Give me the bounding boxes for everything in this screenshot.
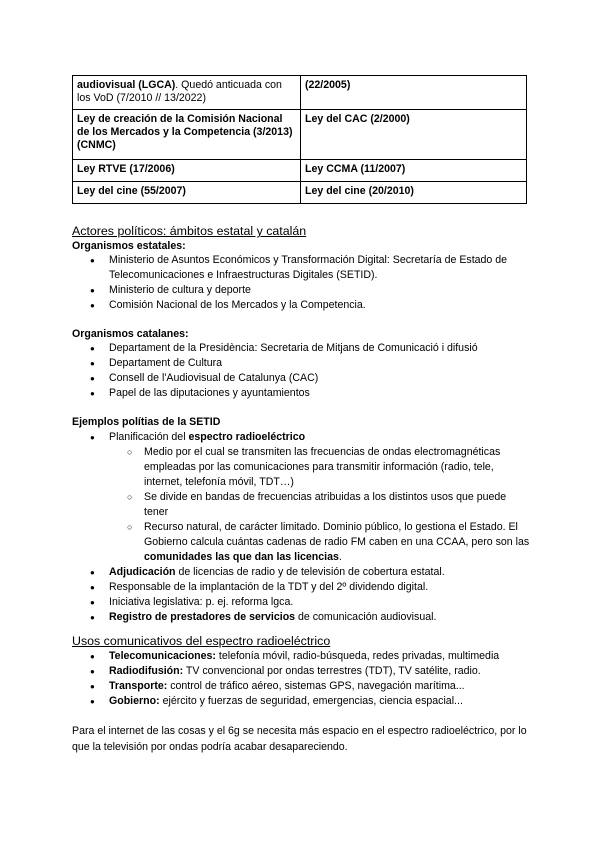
- section-title-actores: Actores políticos: ámbitos estatal y catalán: [72, 224, 307, 238]
- table-cell: Ley CCMA (11/2007): [301, 160, 527, 182]
- closing-paragraph: Para el internet de las cosas y el 6g se necesita más espacio en el espectro radioeléctrico, por lo que la televisión por ondas podría acabar desapareciendo.: [72, 725, 527, 753]
- list-catalanes: [72, 341, 532, 401]
- list-item: ● Registro de prestadores de servicios de comunicación audiovisual.: [72, 610, 532, 625]
- table-cell: Ley del cine (20/2010): [301, 182, 527, 204]
- list-item: ● Adjudicación de licencias de radio y de televisión de cobertura estatal.: [72, 565, 532, 580]
- table-cell: Ley de creación de la Comisión Nacional de los Mercados y la Competencia (3/2013) (CNMC): [73, 110, 301, 160]
- sublist-item: ○ Recurso natural, de carácter limitado. Dominio público, lo gestiona el Estado. El Gobierno calcula cuántas cadenas de radio FM caben en una CCAA, pero son las comunidades las que dan las licencias.: [109, 520, 532, 565]
- list-usos: [72, 649, 532, 709]
- laws-table: [72, 75, 527, 204]
- sublist-item: ○ Se divide en bandas de frecuencias atribuidas a los distintos usos que puede tener: [109, 490, 532, 520]
- table-cell: audiovisual (LGCA). Quedó anticuada con los VoD (7/2010 // 13/2022): [73, 76, 301, 110]
- list-item: ● Planificación del espectro radioeléctrico ○ Medio por el cual se transmiten las frecuencias de ondas electromagnéticas empleadas por las comunicaciones para transmitir información (radio, tele, internet, telefonía móvil, TDT…) ○ Se divide en bandas de frecuencias atribuidas a los distintos usos que puede tener ○ Recurso natural, de carácter limitado. Dominio público, lo gestiona el Estado. El Gobierno calcula cuántas cadenas de radio FM caben en una CCAA, pero son las comunidades las que dan las licencias.: [72, 430, 532, 565]
- table-cell: Ley del CAC (2/2000): [301, 110, 527, 160]
- list-item: ● Ministerio de cultura y deporte: [72, 283, 532, 298]
- list-item: ● Ministerio de Asuntos Económicos y Transformación Digital: Secretaría de Estado de Telecomunicaciones e Infraestructuras Digitales (SETID).: [72, 253, 532, 283]
- list-item: ● Comisión Nacional de los Mercados y la Competencia.: [72, 298, 532, 313]
- sublist-item: ○ Medio por el cual se transmiten las frecuencias de ondas electromagnéticas empleadas por las comunicaciones para transmitir información (radio, tele, internet, telefonía móvil, TDT…): [109, 445, 532, 490]
- table-cell: Ley RTVE (17/2006): [73, 160, 301, 182]
- list-item: ● Papel de las diputaciones y ayuntamientos: [72, 386, 532, 401]
- list-item: ● Telecomunicaciones: telefonía móvil, radio-búsqueda, redes privadas, multimedia: [72, 649, 532, 664]
- list-item: ● Departament de la Presidència: Secretaria de Mitjans de Comunicació i difusió: [72, 341, 532, 356]
- list-estatales: [72, 253, 532, 313]
- list-item: ● Departament de Cultura: [72, 356, 532, 371]
- table-row: [73, 160, 527, 182]
- table-cell: (22/2005): [301, 76, 527, 110]
- list-setid: [72, 430, 532, 625]
- table-row: [73, 182, 527, 204]
- sublist-espectro: [109, 445, 532, 565]
- subheading-catalanes: Organismos catalanes:: [72, 328, 189, 340]
- subheading-estatales: Organismos estatales:: [72, 240, 186, 252]
- list-item: ● Transporte: control de tráfico aéreo, sistemas GPS, navegación marítima...: [72, 679, 532, 694]
- list-item: ● Gobierno: ejército y fuerzas de seguridad, emergencias, ciencia espacial...: [72, 694, 532, 709]
- list-item: ● Consell de l'Audiovisual de Catalunya (CAC): [72, 371, 532, 386]
- list-item: ● Radiodifusión: TV convencional por ondas terrestres (TDT), TV satélite, radio.: [72, 664, 532, 679]
- table-cell: Ley del cine (55/2007): [73, 182, 301, 204]
- table-row: [73, 76, 527, 110]
- section-title-usos: Usos comunicativos del espectro radioeléctrico: [72, 634, 331, 648]
- table-row: [73, 110, 527, 160]
- list-item: ● Responsable de la implantación de la TDT y del 2º dividendo digital.: [72, 580, 532, 595]
- subheading-setid: Ejemplos polítias de la SETID: [72, 416, 221, 428]
- list-item: ● Iniciativa legislativa: p. ej. reforma lgca.: [72, 595, 532, 610]
